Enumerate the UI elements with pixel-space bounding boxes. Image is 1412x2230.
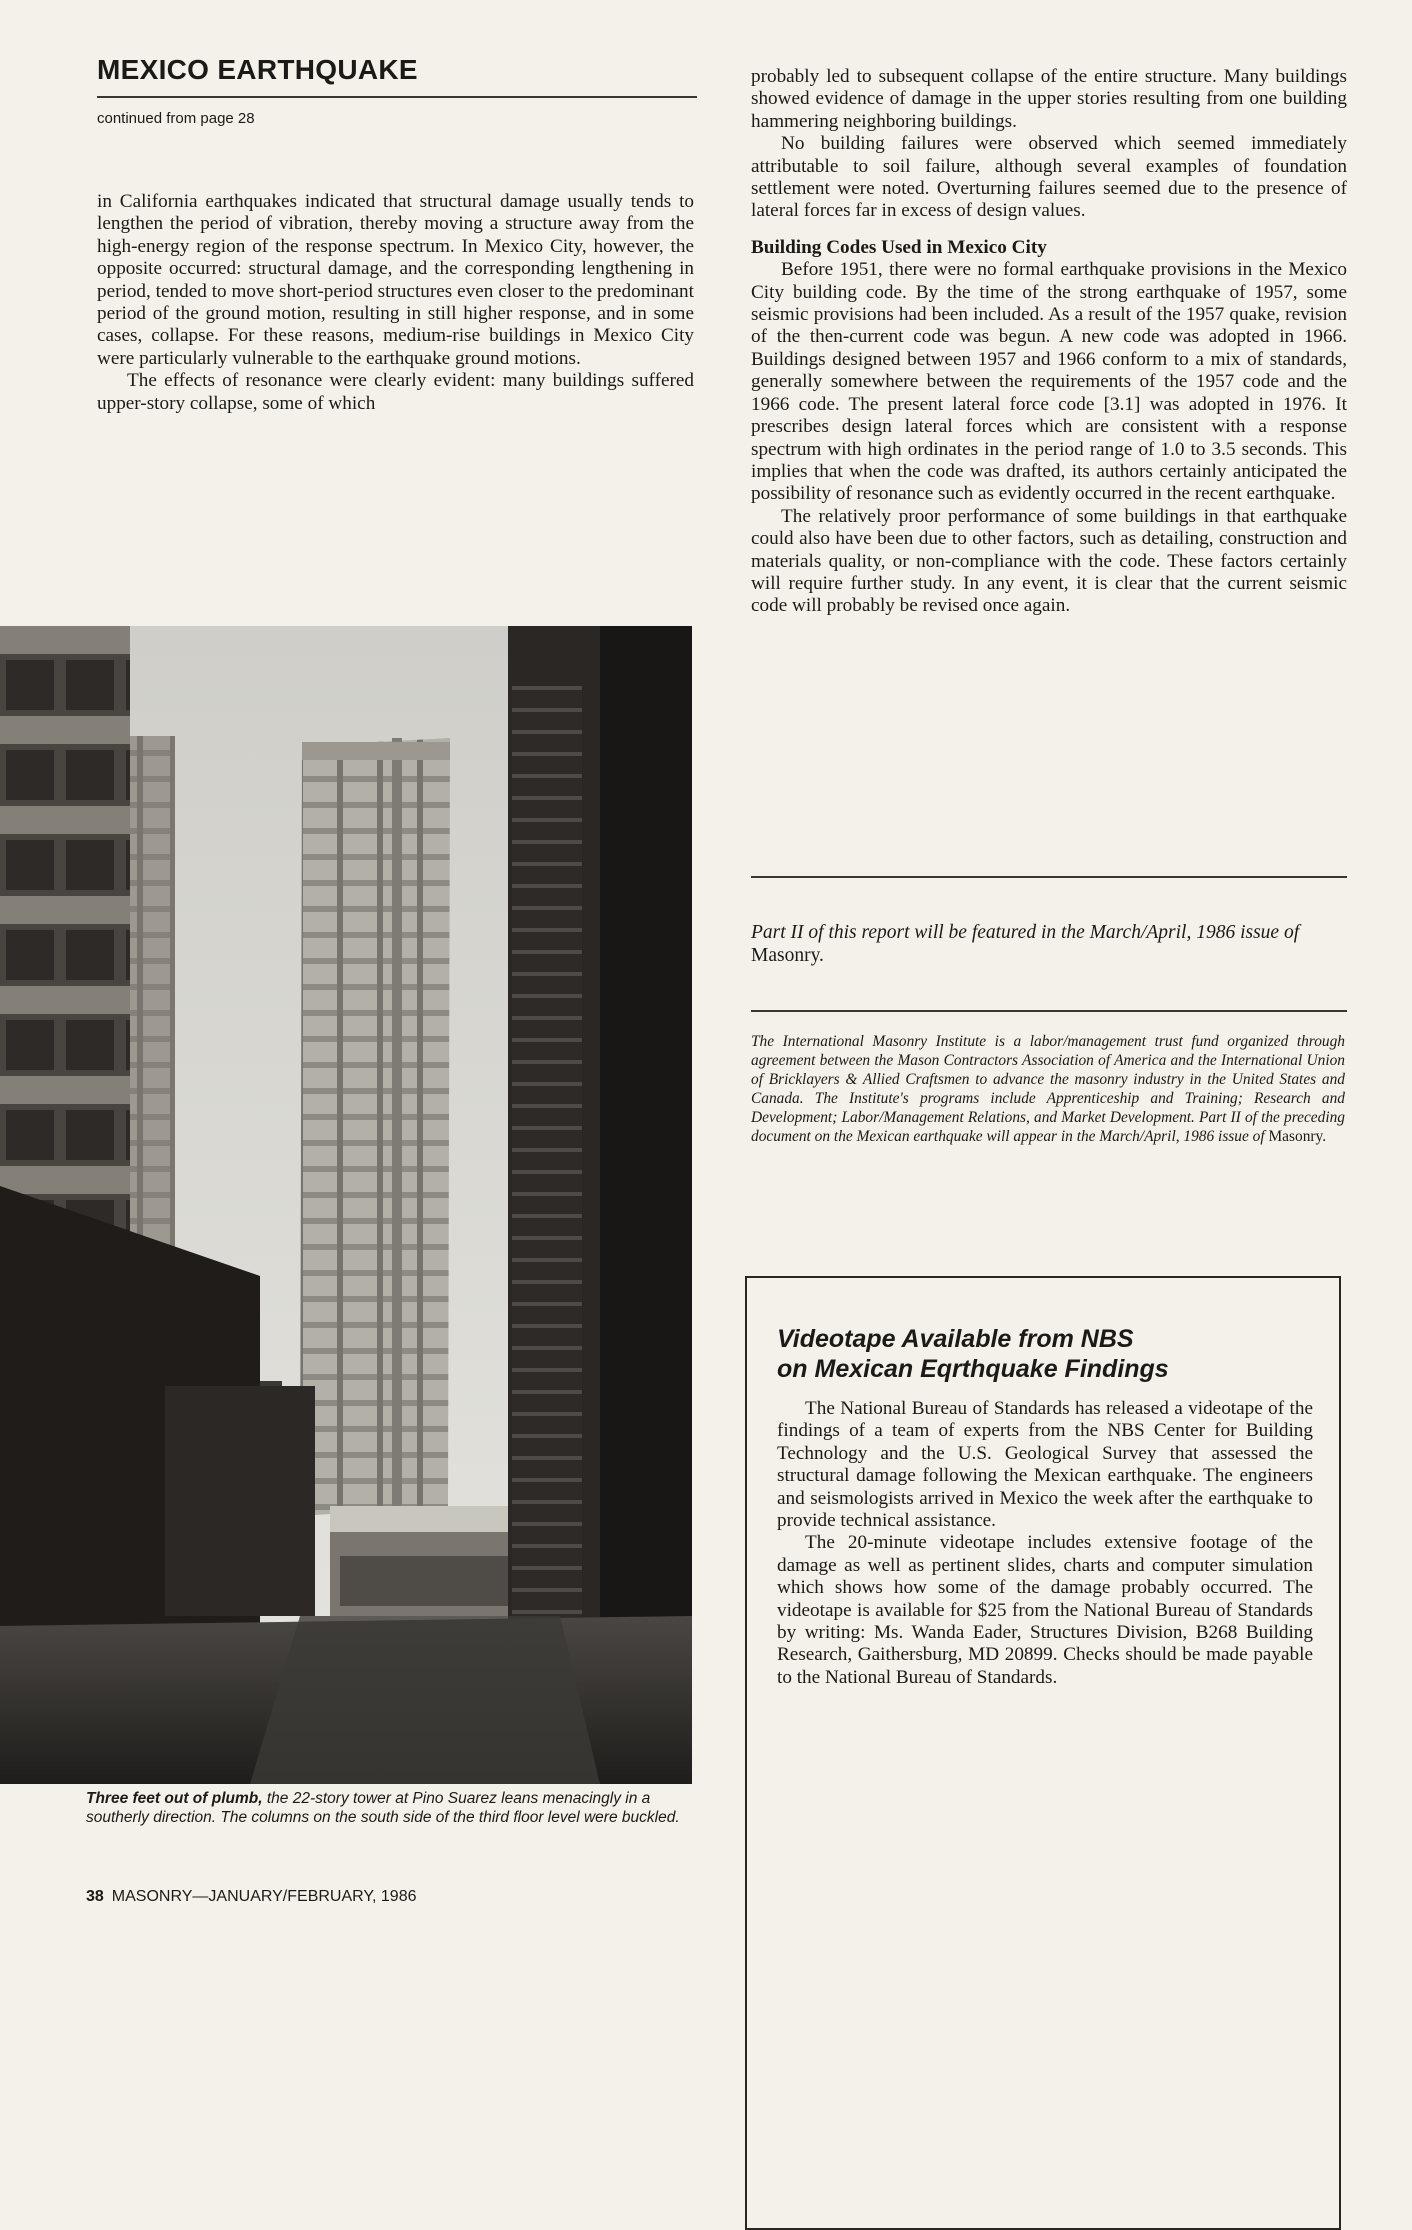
paragraph: The relatively proor performance of some buildings in that earthquake could also have been due to other factors, such as detailing, construction and materials quality, or non-compliance with the code. These factors certainly will require further study. In any event, it is clear that the current seismic code will probably be revised once again. [751,505,1347,617]
page-footer [86,1888,417,1906]
part-ii-text: Part II of this report will be featured in the March/April, 1986 issue of [751,922,1300,943]
paragraph: in California earthquakes indicated that structural damage usually tends to lengthen the period of vibration, thereby moving a structure away from the high-energy region of the response spectrum. In Mexico City, however, the opposite occurred: structural damage, and the corresponding lengthening in period, tended to move short-period structures even closer to the predominant period of the ground motion, resulting in still higher response, and in some cases, collapse. For these reasons, medium-rise buildings in Mexico City were particularly vulnerable to the earthquake ground motions. [97,191,694,369]
article-headline: MEXICO EARTHQUAKE [97,54,418,85]
paragraph: No building failures were observed which seemed immediately attributable to soil failure, although several examples of foundation settlement were noted. Overturning failures seemed due to the presence of lateral forces far in excess of design values. [751,133,1347,222]
paragraph: probably led to subsequent collapse of the entire structure. Many buildings showed evidence of damage in the upper stories resulting from one building hammering neighboring buildings. [751,66,1347,132]
headline-rule [97,96,697,98]
videotape-sidebar-box [745,1276,1341,2230]
caption-lead: Three feet out of plumb, [86,1790,263,1807]
sidebar-title-line: Videotape Available from NBS [777,1325,1134,1353]
paragraph: The 20-minute videotape includes extensive footage of the damage as well as pertinent slides, charts and computer simulation which shows how some of the damage probably occurred. The videotape is available for $25 from the National Bureau of Standards by writing: Ms. Wanda Eader, Structures Division, B268 Building Research, Gaithersburg, MD 20899. Checks should be made payable to the National Bureau of Standards. [777,1532,1313,1688]
magazine-name: Masonry. [751,945,824,966]
divider-rule [751,1010,1347,1012]
paragraph: The National Bureau of Standards has released a videotape of the findings of a team of experts from the NBS Center for Building Technology and the U.S. Geological Survey that assessed the structural damage following the Mexican earthquake. The engineers and seismologists arrived in Mexico the week after the earthquake to provide technical assistance. [777,1398,1313,1532]
publication-line: MASONRY—JANUARY/FEBRUARY, 1986 [111,1888,417,1905]
sidebar-title-line: on Mexican Eqrthquake Findings [777,1355,1169,1383]
caption-text: the 22-story tower at Pino Suarez leans menacingly in a southerly direction. The columns on the south side of the third floor level were buckled. [86,1790,680,1826]
part-ii-note [751,921,1347,967]
paragraph: The effects of resonance were clearly evident: many buildings suffered upper-story collapse, some of which [97,370,694,414]
right-column-text [751,66,1347,618]
left-column-text [97,191,694,415]
continued-from-note: continued from page 28 [97,110,255,127]
tower-photo-illustration [0,626,692,1784]
section-heading: Building Codes Used in Mexico City [751,236,1047,258]
sidebar-body [777,1398,1313,1689]
photo-caption [86,1789,686,1827]
magazine-name: Masonry. [1268,1128,1327,1145]
tower-photo [0,626,692,1784]
page-number: 38 [86,1888,104,1905]
divider-rule [751,876,1347,878]
sidebar-title [777,1324,1313,1384]
institute-text: The International Masonry Institute is a labor/management trust fund organized through agreement between the Mason Contractors Association of America and the International Union of Bricklayers & Allied Craftsmen to advance the masonry industry in the United States and Canada. The Institute's programs include Apprenticeship and Training; Research and Development; Labor/Management Relations, and Market Development. Part II of the preceding document on the Mexican earthquake will appear in the March/April, 1986 issue of [751,1033,1345,1145]
institute-note [751,1032,1345,1146]
paragraph: Before 1951, there were no formal earthquake provisions in the Mexico City building code. By the time of the strong earthquake of 1957, some seismic provisions had been included. As a result of the 1957 quake, revision of the then-current code was begun. A new code was adopted in 1966. Buildings designed between 1957 and 1966 conform to a mix of standards, generally somewhere between the requirements of the 1957 code and the 1966 code. The present lateral force code [3.1] was adopted in 1976. It prescribes design lateral forces which are consistent with a response spectrum with high ordinates in the period range of 1.0 to 3.5 seconds. This implies that when the code was drafted, its authors certainly anticipated the possibility of resonance such as evidently occurred in the recent earthquake. [751,259,1347,505]
